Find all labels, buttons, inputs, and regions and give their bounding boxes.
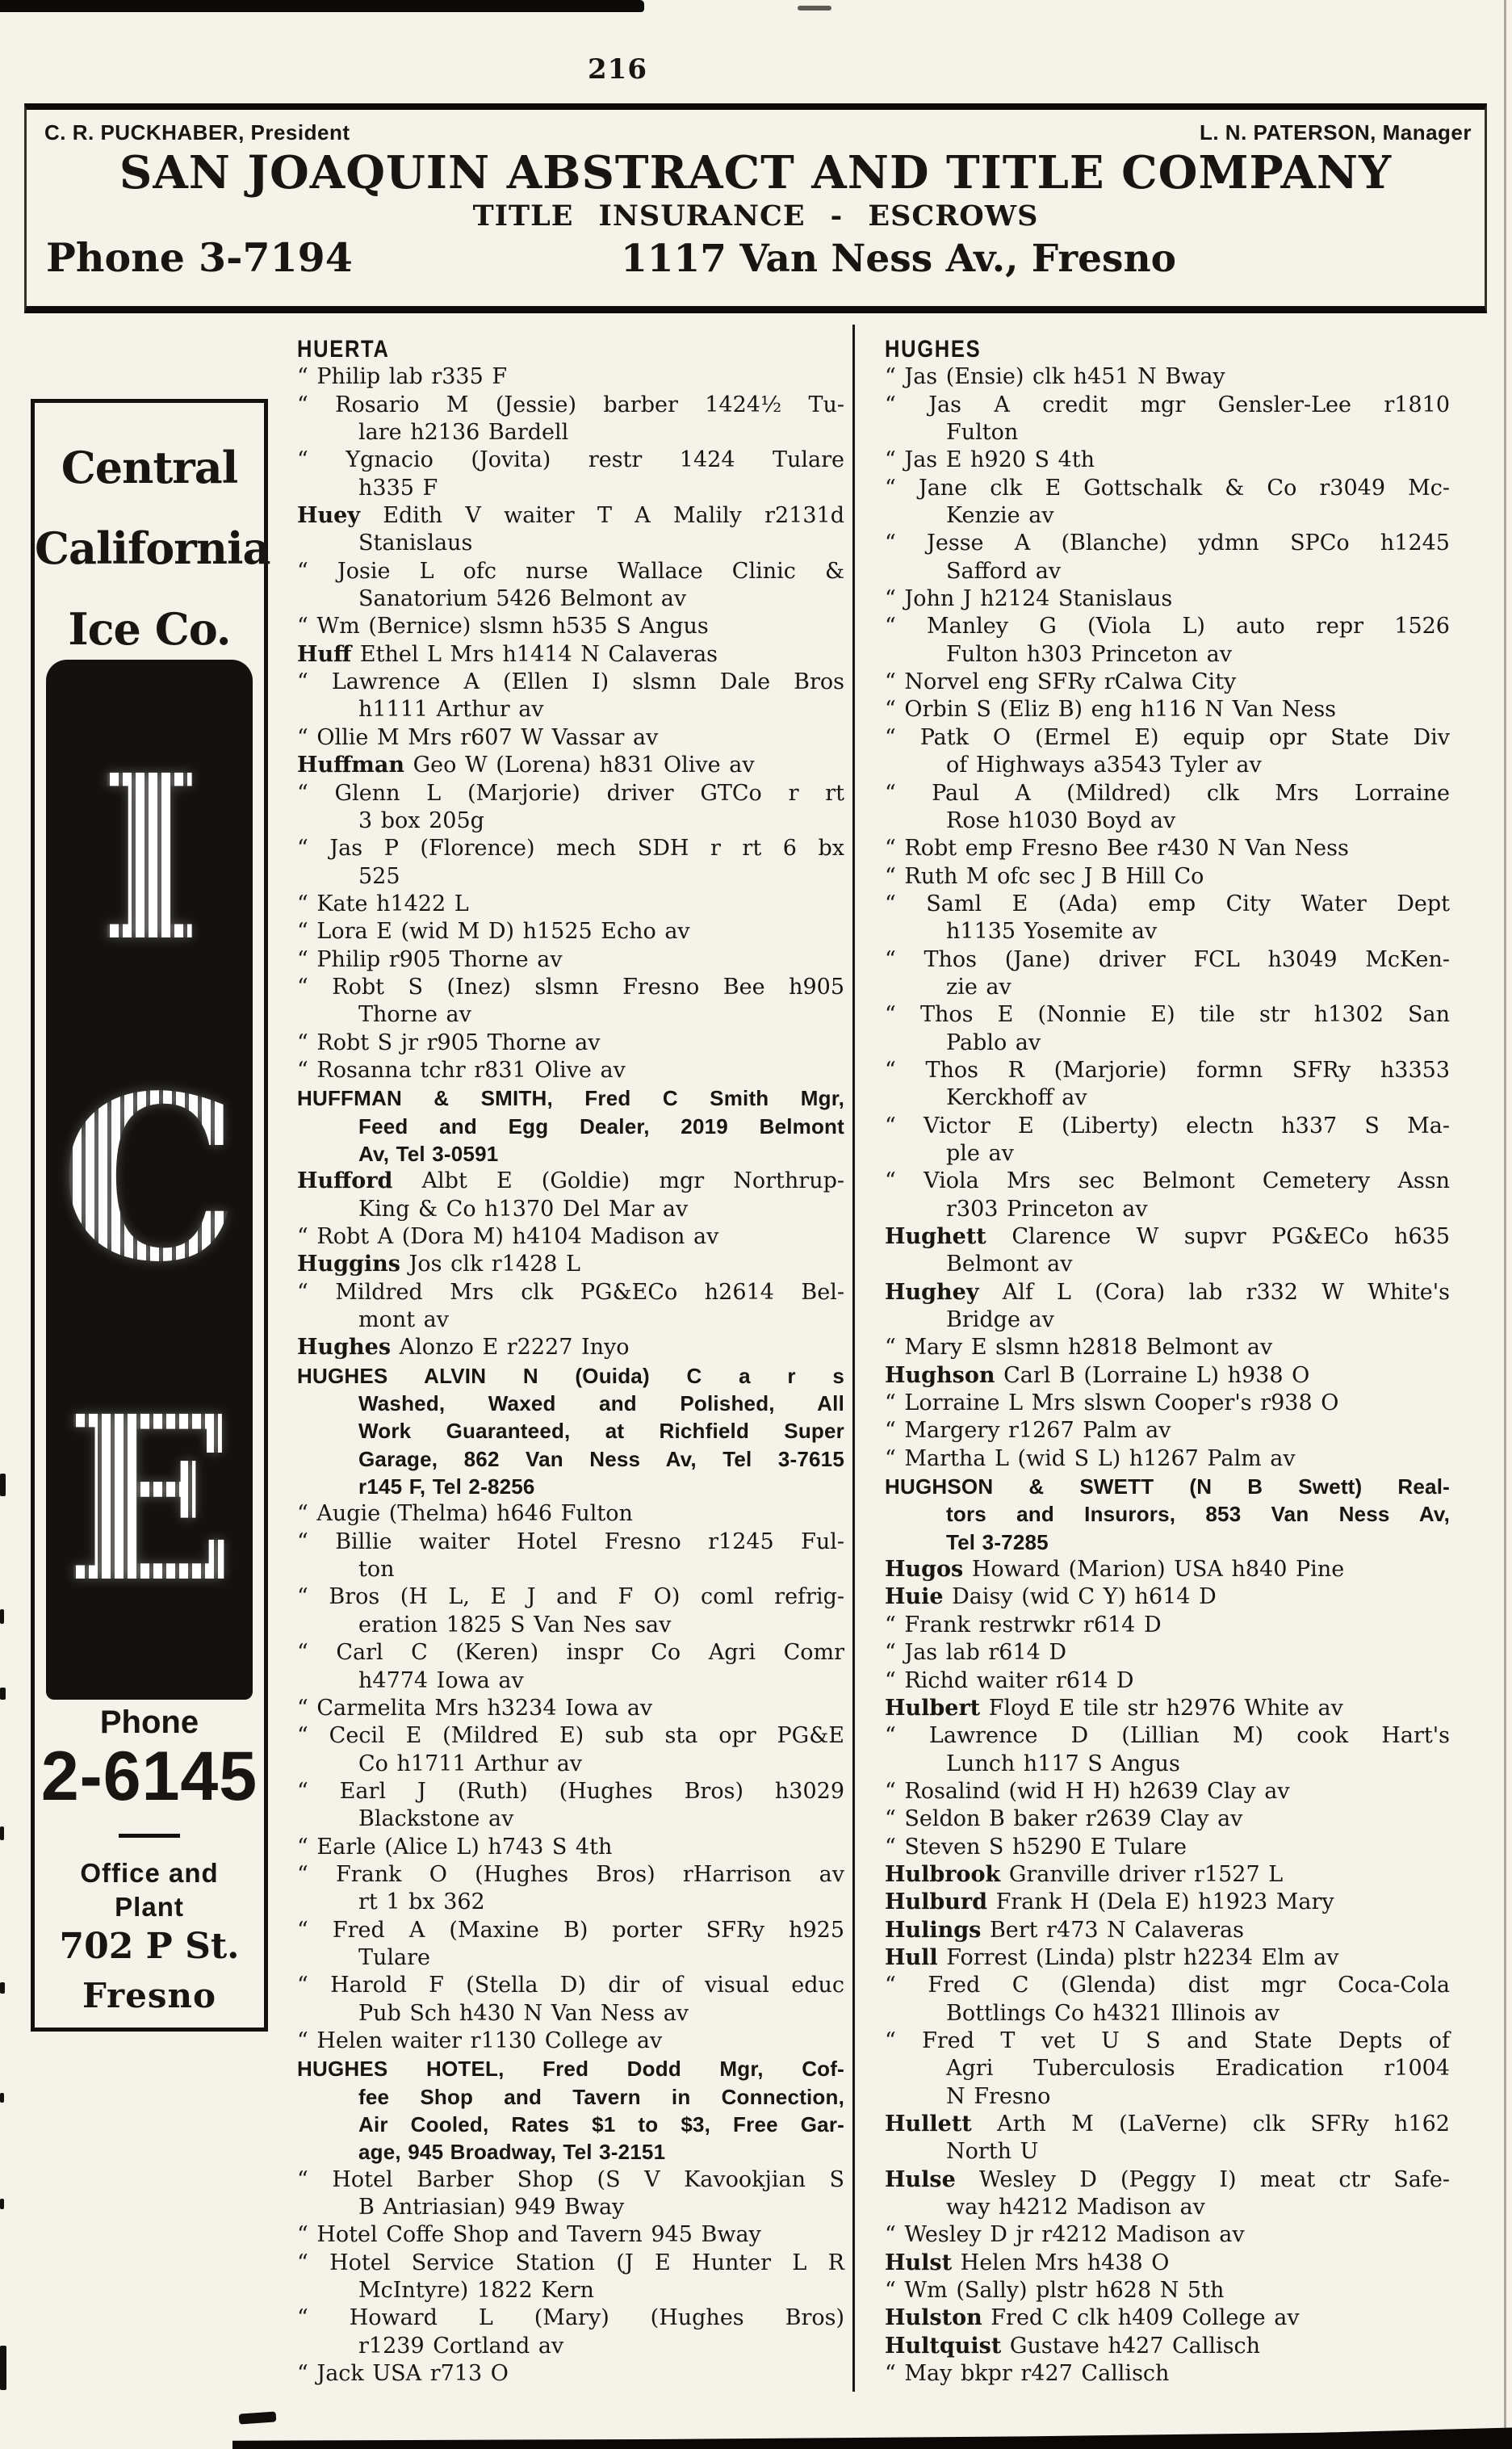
directory-line: “ Helen waiter r1130 College av [297,2028,663,2053]
directory-line: Lunch h117 S Angus [946,1751,1180,1776]
directory-line: Bottlings Co h4321 Illinois av [946,2000,1280,2026]
directory-column-left [297,336,844,2388]
directory-line: “ Robt S (Inez) slsmn Fresno Bee h905 [297,974,844,1000]
sidebar-ad-street-address: 702 P St. [59,1926,240,1967]
directory-line: “ Paul A (Mildred) clk Mrs Lorraine [885,780,1450,806]
scan-artifact-margin-mark [0,2093,4,2103]
directory-line: Thorne av [358,1002,471,1028]
scan-artifact-bottom-blob [239,2411,277,2424]
directory-line: Kenzie av [946,503,1054,529]
column-divider-rule [852,325,855,2392]
directory-line: eration 1825 S Van Nes sav [358,1612,672,1638]
directory-line: “ Margery r1267 Palm av [885,1418,1171,1444]
directory-line: “ Hotel Coffe Shop and Tavern 945 Bway [297,2222,761,2248]
directory-line: Air Cooled, Rates $1 to $3, Free Gar- [358,2112,844,2137]
directory-line: fee Shop and Tavern in Connection, [358,2084,844,2109]
directory-line: Sanatorium 5426 Belmont av [358,586,687,612]
directory-line: Huff Ethel L Mrs h1414 N Calaveras [297,641,718,667]
directory-line: Hughett Clarence W supvr PG&ECo h635 [885,1224,1450,1249]
directory-line: Hull Forrest (Linda) plstr h2234 Elm av [885,1944,1339,1970]
directory-line: r145 F, Tel 2-8256 [358,1474,535,1499]
scan-artifact-right-edge [1504,0,1506,2449]
directory-line: “ Howard L (Mary) (Hughes Bros) [297,2305,844,2331]
directory-line: “ Lawrence A (Ellen I) slsmn Dale Bros [297,669,844,695]
directory-line: North U [946,2139,1039,2165]
scan-artifact-margin-mark [0,1982,5,1994]
directory-line: HUGHES ALVIN N (Ouida) C a r s [297,1363,844,1388]
directory-line: Hulston Fred C clk h409 College av [885,2305,1300,2331]
directory-line: Hulbrook Granville driver r1527 L [885,1861,1284,1887]
scan-artifact-margin-mark [0,2199,4,2209]
sidebar-ad-phone-label: Phone [99,1705,199,1740]
directory-line: Hulst Helen Mrs h438 O [885,2250,1170,2275]
directory-line: “ Hotel Barber Shop (S V Kavookjian S [297,2166,844,2192]
directory-line: way h4212 Madison av [946,2195,1205,2220]
directory-line: Pub Sch h430 N Van Ness av [358,2000,689,2026]
ice-letter-c: C [59,1046,240,1312]
directory-line: 525 [358,863,400,889]
sidebar-ad-central-california-ice [31,399,268,2032]
directory-line: Washed, Waxed and Polished, All [358,1391,844,1416]
directory-line: Belmont av [946,1252,1073,1277]
directory-line: Hughson Carl B (Lorraine L) h938 O [885,1362,1310,1388]
directory-line: “ Jack USA r713 O [297,2361,509,2387]
ice-art-panel [46,660,253,1700]
directory-line: r303 Princeton av [946,1196,1148,1222]
directory-line: “ Billie waiter Hotel Fresno r1245 Ful- [297,1529,844,1554]
directory-column-right [885,336,1450,2388]
directory-line: “ Lora E (wid M D) h1525 Echo av [297,919,690,945]
directory-line: Safford av [946,558,1062,584]
directory-line: ton [358,1557,395,1583]
directory-line: Fulton [946,420,1019,446]
directory-line: “ Lawrence D (Lillian M) cook Hart's [885,1723,1450,1749]
directory-line: “ Fred C (Glenda) dist mgr Coca-Cola [885,1973,1450,1998]
directory-line: Stanislaus [358,530,473,556]
directory-line: “ Seldon B baker r2639 Clay av [885,1806,1243,1832]
directory-line: “ Steven S h5290 E Tulare [885,1834,1187,1860]
directory-line: “ Patk O (Ermel E) equip opr State Div [885,724,1450,750]
directory-line: “ Jas E h920 S 4th [885,447,1095,473]
directory-line: “ Carl C (Keren) inspr Co Agri Comr [297,1640,844,1666]
directory-line: “ Thos R (Marjorie) formn SFRy h3353 [885,1057,1450,1083]
directory-line: Feed and Egg Dealer, 2019 Belmont [358,1113,844,1139]
directory-line: “ Mary E slsmn h2818 Belmont av [885,1335,1273,1361]
sidebar-ad-city: Fresno [82,1976,217,2015]
directory-line: HUGHES [885,336,982,363]
directory-line: “ Philip r905 Thorne av [297,946,563,972]
directory-line: “ Jas lab r614 D [885,1640,1067,1666]
directory-line: “ Lorraine L Mrs slswn Cooper's r938 O [885,1390,1339,1416]
directory-line: Garage, 862 Van Ness Av, Tel 3-7615 [358,1446,844,1471]
directory-line: “ Robt A (Dora M) h4104 Madison av [297,1224,719,1249]
header-ad-phone: Phone 3-7194 [46,234,353,281]
directory-line: Co h1711 Arthur av [358,1751,583,1776]
directory-line: “ Victor E (Liberty) electn h337 S Ma- [885,1113,1450,1139]
directory-line: Hulbert Floyd E tile str h2976 White av [885,1695,1343,1721]
directory-line: “ Manley G (Viola L) auto repr 1526 [885,614,1450,640]
scan-artifact-bottom-bar [232,2427,1512,2449]
directory-line: Blackstone av [358,1806,514,1832]
directory-line: HUFFMAN & SMITH, Fred C Smith Mgr, [297,1086,844,1111]
sidebar-ad-divider-rule [119,1834,180,1838]
scan-artifact-margin-mark [0,2346,6,2390]
directory-line: “ Richd waiter r614 D [885,1667,1134,1693]
directory-line: Av, Tel 3-0591 [358,1141,499,1166]
directory-line: “ Viola Mrs sec Belmont Cemetery Assn [885,1168,1450,1194]
directory-line: “ May bkpr r427 Callisch [885,2361,1170,2387]
header-ad-san-joaquin-abstract [24,103,1487,313]
directory-line: h4774 Iowa av [358,1667,524,1693]
directory-line: “ Rosalind (wid H H) h2639 Clay av [885,1778,1290,1804]
directory-line: Hultquist Gustave h427 Callisch [885,2333,1261,2359]
directory-line: “ Jas A credit mgr Gensler-Lee r1810 [885,392,1450,417]
directory-line: King & Co h1370 Del Mar av [358,1196,689,1222]
directory-line: tors and Insurors, 853 Van Ness Av, [946,1502,1450,1527]
directory-line: “ Earle (Alice L) h743 S 4th [297,1834,613,1860]
directory-line: “ Frank restrwkr r614 D [885,1612,1162,1638]
directory-line: of Highways a3543 Tyler av [946,753,1262,778]
scan-artifact-margin-mark [0,1474,6,1496]
directory-line: Kerckhoff av [946,1085,1087,1111]
directory-line: “ Mildred Mrs clk PG&ECo h2614 Bel- [297,1279,844,1305]
header-ad-manager: L. N. PATERSON, Manager [1199,120,1472,145]
directory-line: Tulare [358,1944,431,1970]
scan-artifact-top-bar [0,0,644,12]
directory-line: h1111 Arthur av [358,697,544,723]
directory-line: r1239 Cortland av [358,2333,564,2359]
directory-line: “ Kate h1422 L [297,891,469,916]
header-ad-company-name: SAN JOAQUIN ABSTRACT AND TITLE COMPANY [119,146,1393,199]
directory-line: ple av [946,1140,1014,1166]
directory-line: “ Ygnacio (Jovita) restr 1424 Tulare [297,447,844,473]
scan-artifact-top-dash [798,6,831,10]
directory-line: lare h2136 Bardell [358,420,569,446]
directory-line: rt 1 bx 362 [358,1889,485,1915]
directory-line: “ Norvel eng SFRy rCalwa City [885,669,1237,695]
directory-line: “ Josie L ofc nurse Wallace Clinic & [297,558,844,584]
directory-line: “ Robt S jr r905 Thorne av [297,1030,601,1055]
directory-line: “ Rosanna tchr r831 Olive av [297,1057,626,1083]
scan-artifact-margin-mark [0,1609,4,1624]
directory-line: “ Philip lab r335 F [297,364,508,390]
directory-line: “ Orbin S (Eliz B) eng h116 N Van Ness [885,697,1337,723]
directory-line: “ Cecil E (Mildred E) sub sta opr PG&E [297,1723,844,1749]
scan-artifact-margin-mark [0,1688,6,1700]
header-ad-services: TITLE INSURANCE - ESCROWS [472,199,1039,233]
directory-line: “ Carmelita Mrs h3234 Iowa av [297,1695,653,1721]
directory-line: “ Earl J (Ruth) (Hughes Bros) h3029 [297,1778,844,1804]
directory-line: “ Robt emp Fresno Bee r430 N Van Ness [885,836,1349,862]
sidebar-ad-title-line3: Ice Co. [68,603,231,655]
header-ad-address: 1117 Van Ness Av., Fresno [621,237,1176,281]
directory-line: Huffman Geo W (Lorena) h831 Olive av [297,753,755,778]
sidebar-ad-title-line1: Central [61,442,238,493]
directory-line: mont av [358,1307,450,1333]
sidebar-ad-office-line2: Plant [115,1892,184,1922]
directory-line: Hulburd Frank H (Dela E) h1923 Mary [885,1889,1334,1915]
directory-line: “ Wm (Bernice) slsmn h535 S Angus [297,614,709,640]
directory-line: “ Wm (Sally) plstr h628 N 5th [885,2278,1225,2304]
directory-line: “ Thos E (Nonnie E) tile str h1302 San [885,1002,1450,1028]
directory-line: “ Ollie M Mrs r607 W Vassar av [297,724,659,750]
directory-line: “ Rosario M (Jessie) barber 1424½ Tu- [297,392,844,417]
directory-line: “ Jas P (Florence) mech SDH r rt 6 bx [297,836,844,862]
directory-line: Hulse Wesley D (Peggy I) meat ctr Safe- [885,2166,1450,2192]
directory-line: HUGHSON & SWETT (N B Swett) Real- [885,1474,1450,1499]
directory-line: “ Glenn L (Marjorie) driver GTCo r rt [297,780,844,806]
directory-line: “ Fred A (Maxine B) porter SFRy h925 [297,1917,844,1943]
directory-line: “ Thos (Jane) driver FCL h3049 McKen- [885,946,1450,972]
directory-line: N Fresno [946,2083,1051,2109]
directory-line: Work Guaranteed, at Richfield Super [358,1419,844,1444]
directory-line: Huey Edith V waiter T A Malily r2131d [297,503,844,529]
directory-line: Hughey Alf L (Cora) lab r332 W White's [885,1279,1450,1305]
directory-line: “ Harold F (Stella D) dir of visual educ [297,1973,844,1998]
ice-letter-i: I [96,726,203,992]
directory-line: “ Bros (H L, E J and F O) coml refrig- [297,1584,844,1610]
directory-line: Hufford Albt E (Goldie) mgr Northrup- [297,1168,844,1194]
directory-line: HUGHES HOTEL, Fred Dodd Mgr, Cof- [297,2057,844,2082]
directory-line: “ Martha L (wid S L) h1267 Palm av [885,1445,1296,1471]
directory-line: Hughes Alonzo E r2227 Inyo [297,1335,630,1361]
directory-line: McIntyre) 1822 Kern [358,2278,594,2304]
directory-line: age, 945 Broadway, Tel 3-2151 [358,2140,666,2165]
directory-line: h1135 Yosemite av [946,919,1158,945]
directory-line: “ Hotel Service Station (J E Hunter L R [297,2250,844,2275]
directory-line: “ Fred T vet U S and State Depts of [885,2028,1450,2053]
directory-line: “ Saml E (Ada) emp City Water Dept [885,891,1450,916]
directory-line: h335 F [358,475,438,501]
scan-artifact-margin-mark [0,1826,4,1840]
directory-line: 3 box 205g [358,807,484,833]
directory-line: “ Jane clk E Gottschalk & Co r3049 Mc- [885,475,1450,501]
directory-line: Bridge av [946,1307,1054,1333]
directory-line: Fulton h303 Princeton av [946,641,1232,667]
directory-line: Rose h1030 Boyd av [946,807,1176,833]
directory-line: Tel 3-7285 [946,1529,1049,1554]
directory-line: “ Ruth M ofc sec J B Hill Co [885,863,1204,889]
directory-line: “ Frank O (Hughes Bros) rHarrison av [297,1861,844,1887]
sidebar-ad-title-line2: California [35,522,270,574]
directory-line: zie av [946,974,1011,1000]
directory-line: B Antriasian) 949 Bway [358,2195,625,2220]
ice-letter-e: E [63,1367,236,1633]
directory-line: “ Wesley D jr r4212 Madison av [885,2222,1245,2248]
directory-line: Hullett Arth M (LaVerne) clk SFRy h162 [885,2111,1450,2137]
directory-line: Hulings Bert r473 N Calaveras [885,1917,1244,1943]
directory-line: Hugos Howard (Marion) USA h840 Pine [885,1557,1345,1583]
directory-line: “ Augie (Thelma) h646 Fulton [297,1501,633,1527]
directory-line: “ Jesse A (Blanche) ydmn SPCo h1245 [885,530,1450,556]
directory-line: Pablo av [946,1030,1041,1055]
directory-line: Huggins Jos clk r1428 L [297,1252,580,1277]
sidebar-ad-phone-number: 2-6145 [40,1738,258,1815]
directory-line: “ John J h2124 Stanislaus [885,586,1173,612]
sidebar-ad-title [35,427,270,669]
page-number: 216 [588,53,647,86]
directory-line: Agri Tuberculosis Eradication r1004 [946,2056,1450,2082]
sidebar-ad-office-line1: Office and [80,1858,219,1888]
directory-line: “ Jas (Ensie) clk h451 N Bway [885,364,1225,390]
header-ad-president: C. R. PUCKHABER, President [44,120,350,145]
directory-line: Huie Daisy (wid C Y) h614 D [885,1584,1217,1610]
directory-line: HUERTA [297,336,390,363]
